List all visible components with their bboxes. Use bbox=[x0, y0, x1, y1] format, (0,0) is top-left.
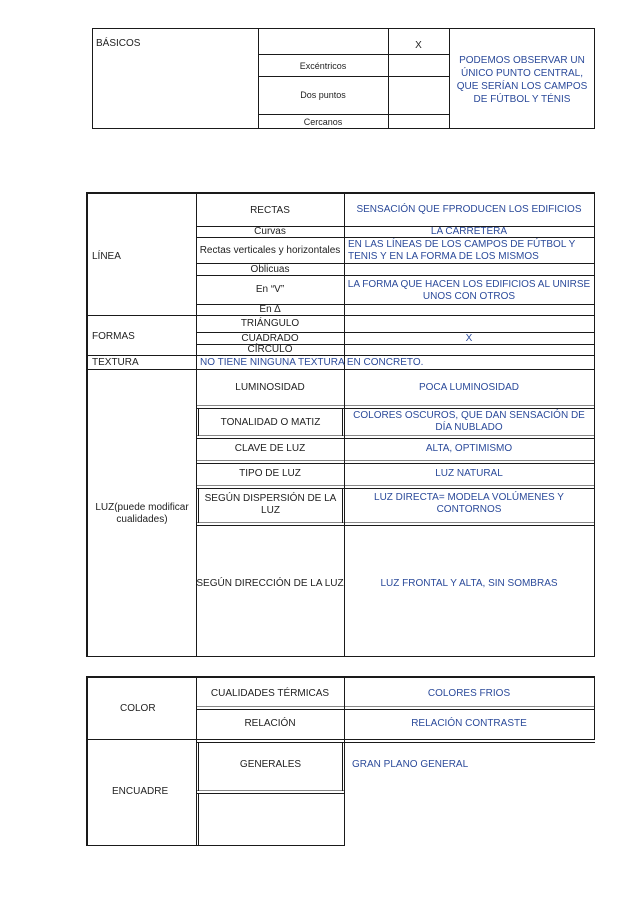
dispersion-label: SEGÚN DISPERSIÓN DE LA LUZ bbox=[204, 493, 337, 516]
rectas-label: RECTAS bbox=[250, 205, 290, 216]
relacion-label: RELACIÓN bbox=[244, 718, 296, 729]
cualidades-desc: COLORES FRIOS bbox=[427, 688, 511, 699]
en-delta-label: En ∆ bbox=[259, 304, 281, 315]
curvas-label: Curvas bbox=[254, 226, 286, 237]
relacion-desc: RELACIÓN CONTRASTE bbox=[411, 718, 527, 729]
encuadre-label: ENCUADRE bbox=[112, 786, 169, 797]
dispersion-desc: LUZ DIRECTA= MODELA VOLÚMENES Y CONTORNOS bbox=[374, 492, 564, 515]
basicos-label: BÁSICOS bbox=[96, 38, 141, 49]
x-mark: X bbox=[415, 40, 422, 51]
rectas-vh-desc: EN LAS LÍNEAS DE LOS CAMPOS DE FÚTBOL Y TENIS Y EN LA FORMA DE LOS MISMOS bbox=[348, 238, 576, 262]
linea-label: LÍNEA bbox=[92, 251, 121, 262]
luminosidad-desc: POCA LUMINOSIDAD bbox=[418, 382, 520, 393]
luminosidad-label: LUMINOSIDAD bbox=[235, 382, 305, 393]
color-label: COLOR bbox=[120, 703, 156, 714]
generales-label: GENERALES bbox=[239, 759, 302, 770]
cualidades-label: CUALIDADES TÉRMICAS bbox=[210, 688, 330, 699]
en-v-desc: LA FORMA QUE HACEN LOS EDIFICIOS AL UNIRSE UNOS CON OTROS bbox=[347, 278, 591, 302]
tipo-desc: LUZ NATURAL bbox=[435, 468, 503, 479]
curvas-desc: LA CARRETERA bbox=[430, 226, 508, 237]
cuadrado-label: CUADRADO bbox=[241, 332, 299, 344]
textura-desc: NO TIENE NINGUNA TEXTURA EN CONCRETO. bbox=[200, 356, 424, 368]
cuadrado-x: X bbox=[465, 332, 473, 344]
generales-desc: GRAN PLANO GENERAL bbox=[352, 759, 469, 770]
en-v-label: En “V” bbox=[255, 284, 285, 295]
direccion-label: SEGÚN DIRECCIÓN DE LA LUZ bbox=[196, 578, 344, 589]
excentricos-label: Excéntricos bbox=[299, 60, 347, 71]
triangulo-label: TRIÁNGULO bbox=[240, 318, 300, 329]
luz-label: LUZ(puede modificar cualidades) bbox=[95, 502, 189, 525]
tonalidad-label: TONALIDAD O MATIZ bbox=[220, 417, 321, 428]
cercanos-label: Cercanos bbox=[303, 116, 343, 127]
textura-label: TEXTURA bbox=[92, 356, 139, 368]
clave-label: CLAVE DE LUZ bbox=[234, 443, 306, 454]
formas-label: FORMAS bbox=[92, 331, 135, 342]
tonalidad-desc: COLORES OSCUROS, QUE DAN SENSACIÓN DE DÍA NUBLADO bbox=[353, 410, 585, 433]
tipo-label: TIPO DE LUZ bbox=[239, 468, 301, 479]
rectas-desc: SENSACIÓN QUE FPRODUCEN LOS EDIFICIOS bbox=[356, 204, 582, 215]
circulo-label: CÍRCULO bbox=[247, 344, 293, 355]
observacion-text: PODEMOS OBSERVAR UN ÚNICO PUNTO CENTRAL, QUE SERÍAN LOS CAMPOS DE FÚTBOL Y TÉNIS bbox=[456, 55, 588, 105]
direccion-desc: LUZ FRONTAL Y ALTA, SIN SOMBRAS bbox=[380, 578, 558, 589]
rectas-vh-label: Rectas verticales y horizontales bbox=[199, 244, 341, 256]
oblicuas-label: Oblicuas bbox=[250, 263, 290, 275]
clave-desc: ALTA, OPTIMISMO bbox=[425, 443, 513, 454]
dos-puntos-label: Dos puntos bbox=[300, 90, 346, 100]
